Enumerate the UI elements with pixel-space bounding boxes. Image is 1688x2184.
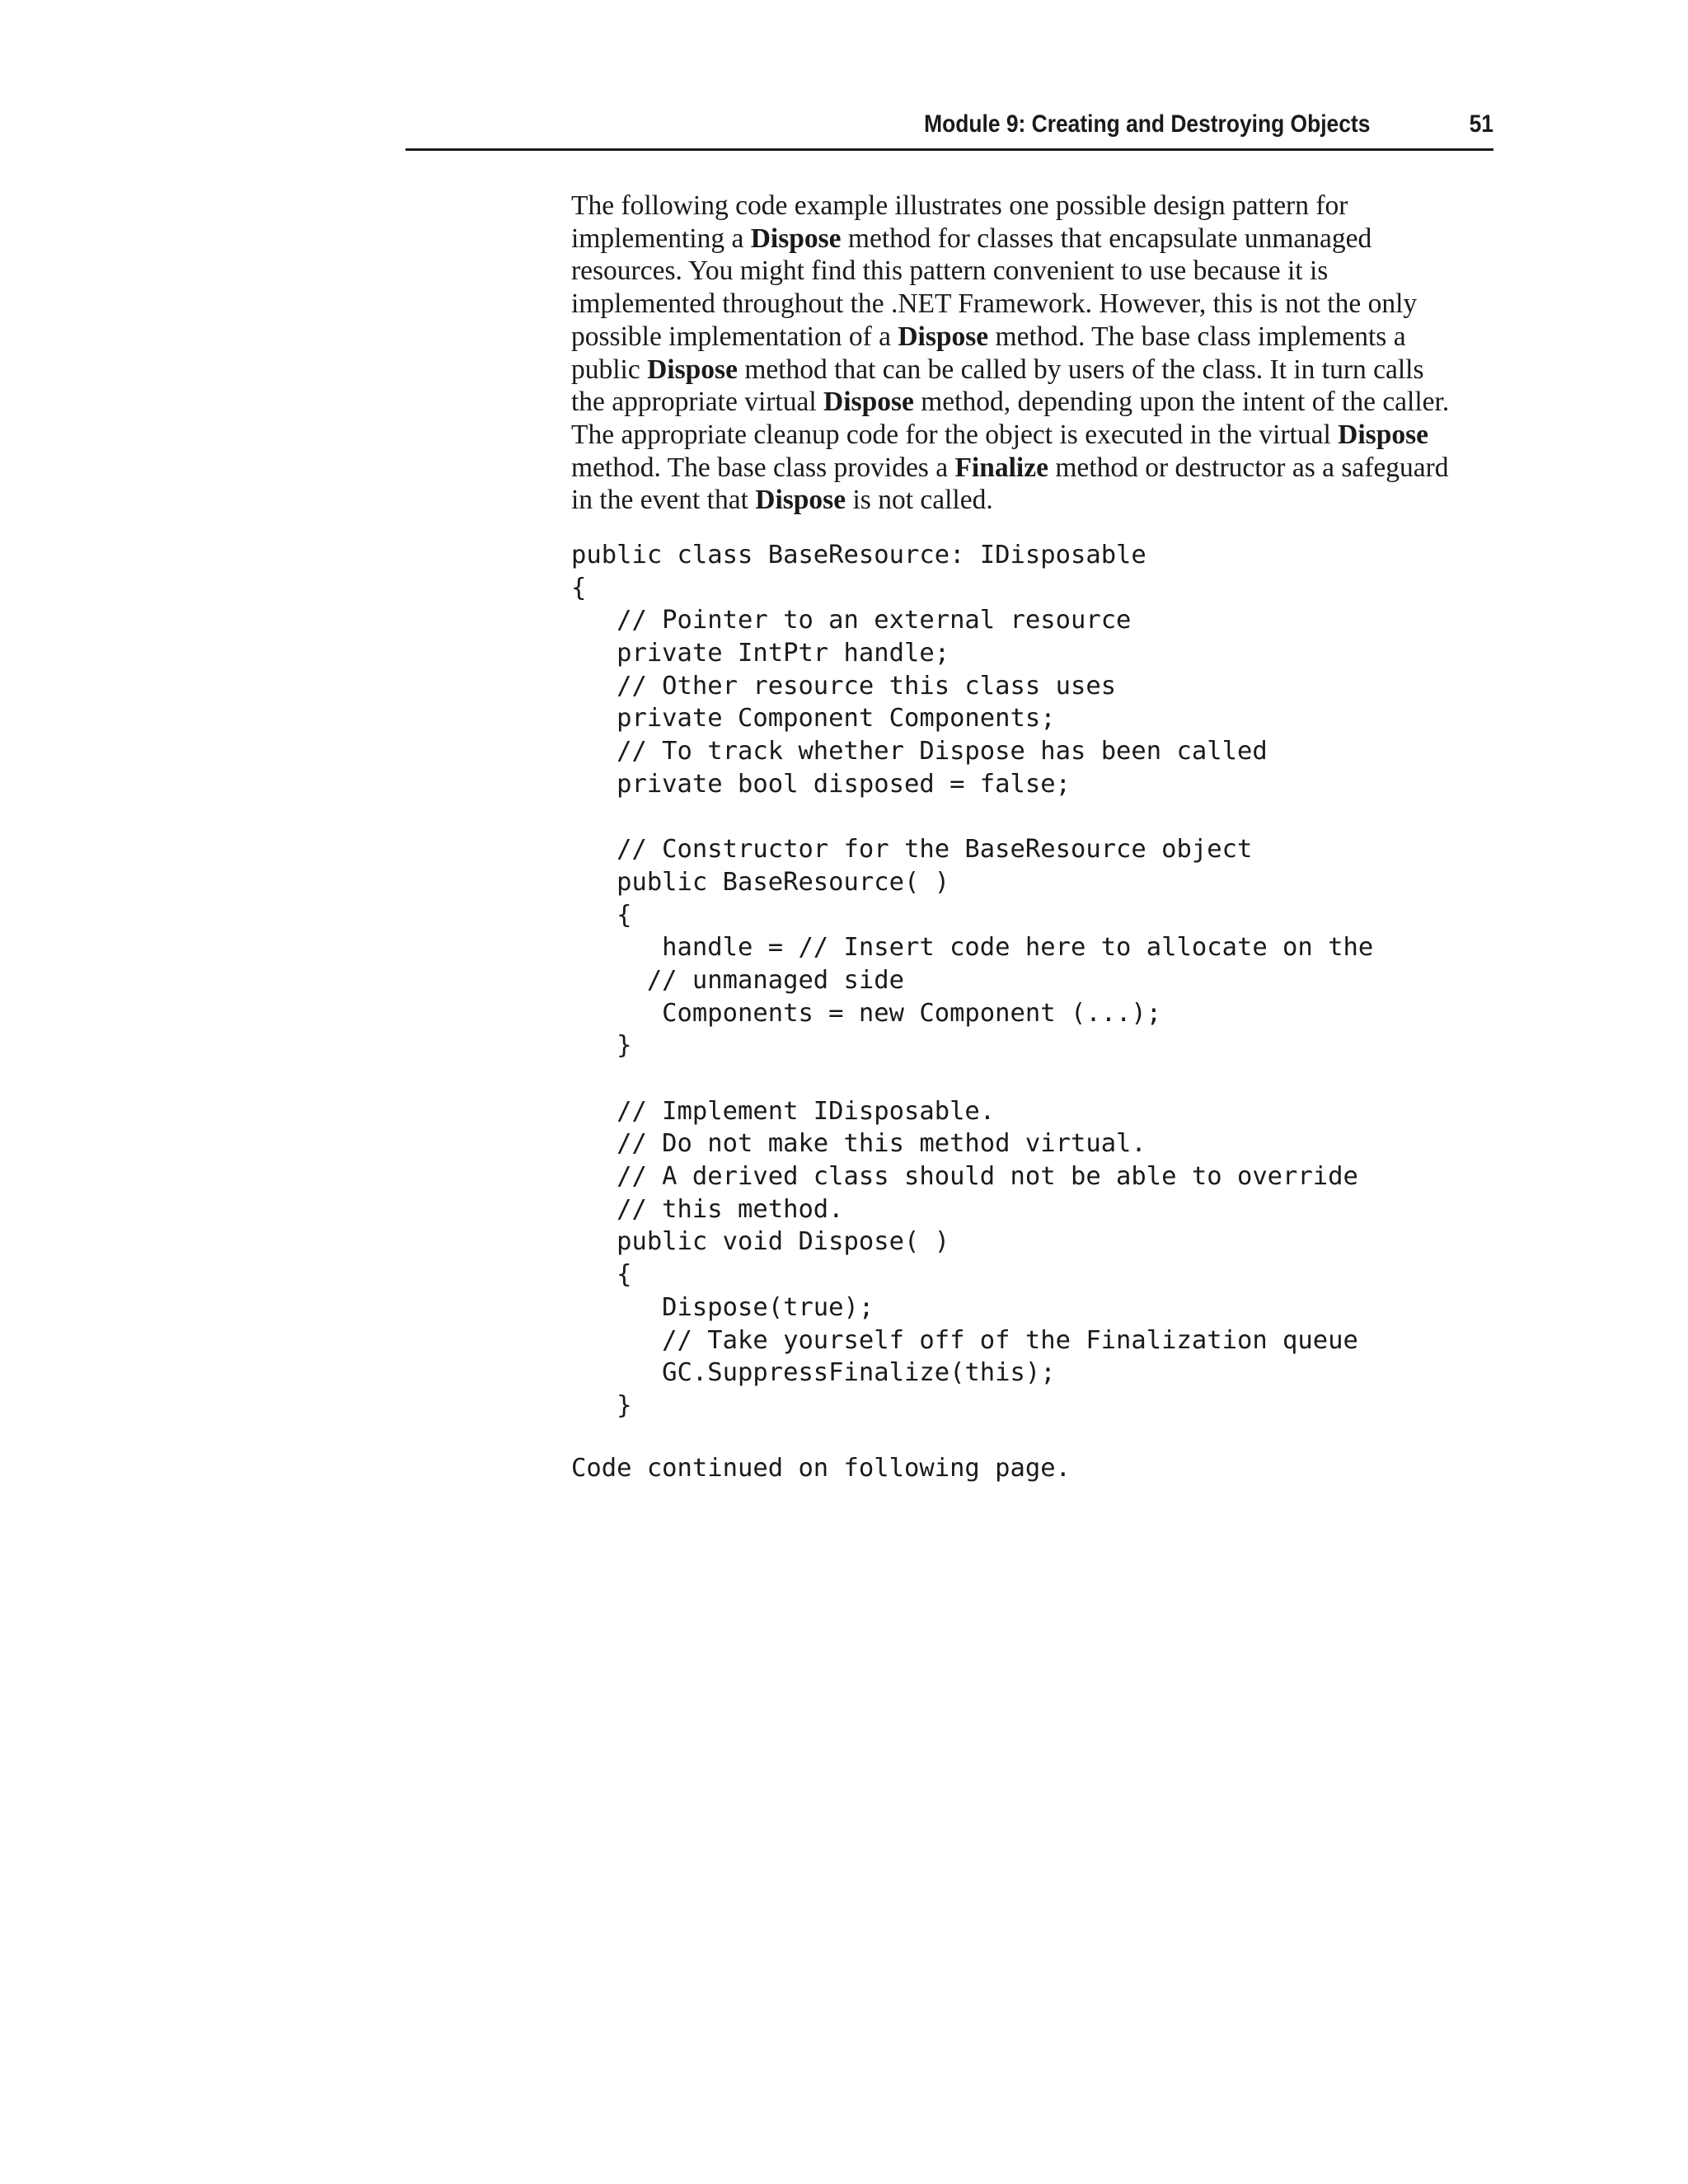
- code-line: Components = new Component (...);: [571, 998, 1162, 1028]
- page-header: [406, 107, 1493, 151]
- code-line: // Constructor for the BaseResource object: [571, 835, 1253, 865]
- text-run: is not called.: [846, 485, 993, 516]
- code-line: Dispose(true);: [571, 1292, 874, 1322]
- code-line: // Take yourself off of the Finalization queue: [571, 1325, 1358, 1355]
- code-line: {: [571, 573, 587, 602]
- code-line: private IntPtr handle;: [571, 639, 950, 668]
- bold-term: Dispose: [647, 354, 738, 385]
- code-line: {: [571, 1260, 632, 1290]
- code-line: public BaseResource( ): [571, 867, 950, 897]
- text-run: implementing a: [571, 223, 751, 254]
- code-line: private bool disposed = false;: [571, 769, 1071, 799]
- bold-term: Dispose: [750, 223, 842, 254]
- text-run: in the event that: [571, 485, 756, 516]
- code-line: [571, 801, 1373, 834]
- page-number: 51: [1469, 110, 1493, 138]
- header-title: Module 9: Creating and Destroying Objects: [924, 110, 1371, 138]
- code-line: // To track whether Dispose has been called: [571, 737, 1268, 766]
- bold-term: Dispose: [1338, 419, 1428, 450]
- intro-line: [571, 452, 1503, 485]
- text-run: method. The base class implements a: [988, 321, 1406, 352]
- text-run: method or destructor as a safeguard: [1048, 452, 1449, 483]
- intro-paragraph: [571, 190, 1503, 517]
- text-run: public: [571, 354, 648, 385]
- text-run: method. The base class provides a: [571, 452, 955, 483]
- intro-line: [571, 484, 1503, 517]
- intro-line: [571, 419, 1503, 452]
- text-run: method, depending upon the intent of the caller.: [913, 387, 1450, 418]
- code-block: [571, 539, 1373, 1422]
- intro-line: [571, 354, 1503, 387]
- intro-line: [571, 321, 1503, 354]
- text-run: The following code example illustrates one possible design pattern for: [571, 190, 1348, 221]
- intro-line: [571, 386, 1503, 419]
- text-run: implemented throughout the .NET Framework. However, this is not the only: [571, 288, 1418, 320]
- code-line: {: [571, 900, 632, 930]
- code-line: // Do not make this method virtual.: [571, 1129, 1146, 1159]
- code-line: handle = // Insert code here to allocate on the: [571, 933, 1374, 963]
- text-run: method for classes that encapsulate unmanaged: [841, 223, 1372, 254]
- text-run: possible implementation of a: [571, 321, 898, 352]
- intro-line: [571, 288, 1503, 321]
- code-line: private Component Components;: [571, 704, 1056, 733]
- code-line: // Implement IDisposable.: [571, 1096, 996, 1126]
- bold-term: Dispose: [823, 387, 914, 418]
- text-run: the appropriate virtual: [571, 387, 824, 418]
- code-line: public class BaseResource: IDisposable: [571, 541, 1146, 569]
- intro-line: [571, 255, 1503, 288]
- code-line: [571, 1062, 1373, 1095]
- code-line: // Pointer to an external resource: [571, 606, 1132, 635]
- bold-term: Dispose: [898, 321, 989, 352]
- code-line: }: [571, 1390, 632, 1420]
- text-run: The appropriate cleanup code for the object is executed in the virtual: [571, 419, 1339, 450]
- code-line: // A derived class should not be able to override: [571, 1162, 1358, 1192]
- code-line: GC.SuppressFinalize(this);: [571, 1358, 1056, 1388]
- code-line: // this method.: [571, 1194, 844, 1224]
- code-line: // Other resource this class uses: [571, 671, 1117, 701]
- code-continued-note: Code continued on following page.: [571, 1454, 1071, 1483]
- bold-term: Finalize: [954, 452, 1048, 483]
- intro-line: [571, 223, 1503, 255]
- code-line: // unmanaged side: [571, 965, 904, 995]
- text-run: resources. You might find this pattern convenient to use because it is: [571, 255, 1329, 287]
- intro-line: [571, 190, 1503, 223]
- bold-term: Dispose: [755, 485, 846, 516]
- code-line: }: [571, 1031, 632, 1061]
- code-line: public void Dispose( ): [571, 1227, 950, 1257]
- text-run: method that can be called by users of the class. It in turn calls: [737, 354, 1424, 385]
